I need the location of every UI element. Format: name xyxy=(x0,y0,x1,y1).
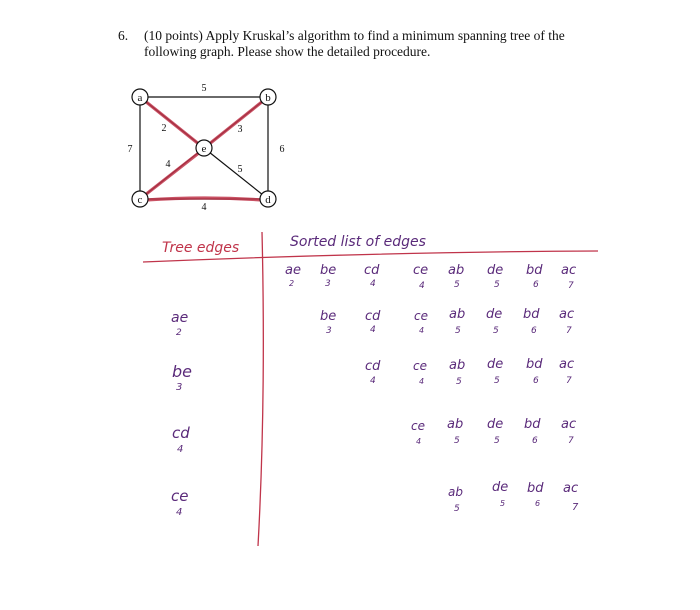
svg-text:4: 4 xyxy=(370,325,376,335)
edge-de xyxy=(204,148,268,199)
svg-text:be: be xyxy=(320,263,337,278)
svg-text:ab: ab xyxy=(448,263,465,278)
svg-text:bd: bd xyxy=(523,307,540,322)
table-divider-vertical xyxy=(258,232,263,546)
weight-de: 5 xyxy=(237,164,243,175)
svg-text:5: 5 xyxy=(494,376,500,386)
svg-text:ce: ce xyxy=(411,419,425,433)
svg-text:5: 5 xyxy=(493,326,499,336)
svg-text:de: de xyxy=(486,307,503,322)
tree-edge-item xyxy=(172,424,190,455)
svg-text:c: c xyxy=(137,194,143,206)
sorted-edge xyxy=(447,417,463,446)
svg-text:4: 4 xyxy=(177,444,184,455)
tree-edge-item xyxy=(171,310,188,338)
svg-text:ab: ab xyxy=(449,358,466,373)
sorted-edge xyxy=(364,263,380,289)
sorted-edge xyxy=(524,417,541,446)
question-number: 6. xyxy=(118,28,129,43)
question-line-2: following graph. Please show the detailed procedure. xyxy=(144,44,431,59)
sorted-edge xyxy=(448,263,464,290)
svg-text:7: 7 xyxy=(568,436,574,446)
vertex-b xyxy=(260,89,276,105)
svg-text:6: 6 xyxy=(533,280,539,290)
sorted-edge xyxy=(527,481,544,508)
sorted-edge xyxy=(563,481,579,513)
svg-text:be: be xyxy=(172,362,192,381)
sorted-edge xyxy=(448,485,463,514)
sorted-edge xyxy=(320,309,336,336)
vertex-a xyxy=(132,89,148,105)
sorted-edge xyxy=(561,263,576,291)
svg-text:7: 7 xyxy=(572,502,579,513)
weight-ab: 5 xyxy=(201,83,207,94)
svg-text:2: 2 xyxy=(176,328,182,338)
svg-text:cd: cd xyxy=(365,309,381,324)
svg-text:de: de xyxy=(487,417,504,432)
svg-text:4: 4 xyxy=(419,377,425,386)
mst-edge-be xyxy=(208,101,263,145)
sorted-edge xyxy=(449,358,465,387)
svg-text:3: 3 xyxy=(325,279,331,289)
svg-text:5: 5 xyxy=(455,326,461,336)
svg-text:4: 4 xyxy=(416,437,422,446)
svg-text:cd: cd xyxy=(365,359,381,374)
svg-text:a: a xyxy=(137,92,143,104)
svg-text:6: 6 xyxy=(531,326,537,336)
tree-edge-item xyxy=(172,362,192,393)
weight-ae: 2 xyxy=(161,123,167,134)
svg-text:7: 7 xyxy=(566,326,572,336)
svg-text:be: be xyxy=(320,309,337,324)
weight-be: 3 xyxy=(237,124,243,135)
svg-text:ab: ab xyxy=(447,417,464,432)
svg-text:5: 5 xyxy=(494,280,500,290)
svg-text:6: 6 xyxy=(532,436,538,446)
weight-cd: 4 xyxy=(201,202,207,213)
tree-edges-column xyxy=(171,310,192,518)
vertex-c xyxy=(132,191,148,207)
svg-text:ce: ce xyxy=(413,263,429,278)
svg-text:bd: bd xyxy=(527,481,544,496)
sorted-edge xyxy=(561,417,576,446)
svg-text:de: de xyxy=(492,480,509,495)
sorted-edge xyxy=(492,480,508,508)
weight-ce: 4 xyxy=(165,159,171,170)
vertex-e xyxy=(196,140,212,156)
svg-text:ac: ac xyxy=(561,417,577,432)
svg-text:ae: ae xyxy=(285,263,301,278)
svg-text:4: 4 xyxy=(419,326,425,335)
svg-text:4: 4 xyxy=(370,376,376,386)
svg-text:cd: cd xyxy=(364,263,380,278)
sorted-edge xyxy=(487,417,503,446)
sorted-edge xyxy=(414,309,428,335)
svg-text:bd: bd xyxy=(524,417,541,432)
sorted-edge xyxy=(365,309,381,335)
sorted-row-2 xyxy=(320,307,574,336)
svg-text:e: e xyxy=(201,143,207,155)
sorted-list-header: Sorted list of edges xyxy=(290,234,426,250)
svg-text:6: 6 xyxy=(533,376,539,386)
mst-edge-cd xyxy=(146,198,262,200)
sorted-row-5 xyxy=(448,480,579,514)
svg-text:5: 5 xyxy=(456,377,462,387)
sorted-row-4 xyxy=(411,417,576,446)
svg-text:ac: ac xyxy=(561,263,577,278)
svg-text:5: 5 xyxy=(494,436,500,446)
svg-text:ac: ac xyxy=(559,307,575,322)
tree-edge-item xyxy=(171,487,188,518)
svg-text:5: 5 xyxy=(454,436,460,446)
tree-edges-header: Tree edges xyxy=(162,240,240,256)
svg-text:7: 7 xyxy=(568,281,574,291)
sorted-edge xyxy=(413,359,427,386)
svg-text:3: 3 xyxy=(176,382,183,393)
sorted-edge xyxy=(487,263,503,290)
svg-text:ae: ae xyxy=(171,310,189,326)
svg-text:cd: cd xyxy=(172,424,190,442)
svg-text:ab: ab xyxy=(448,485,463,499)
svg-text:4: 4 xyxy=(370,279,376,289)
svg-text:ab: ab xyxy=(449,307,466,322)
svg-text:ce: ce xyxy=(171,487,189,505)
svg-text:de: de xyxy=(487,263,504,278)
svg-text:5: 5 xyxy=(454,280,460,290)
sorted-edge xyxy=(486,307,502,336)
svg-text:bd: bd xyxy=(526,263,543,278)
svg-text:3: 3 xyxy=(326,326,332,336)
sorted-edge xyxy=(413,263,428,291)
sorted-edge xyxy=(449,307,465,336)
sorted-row-3 xyxy=(365,357,574,387)
svg-text:d: d xyxy=(265,194,271,206)
svg-text:ac: ac xyxy=(559,357,575,372)
sorted-edge xyxy=(285,263,301,288)
sorted-edge xyxy=(559,357,574,386)
sorted-edge xyxy=(365,359,381,386)
svg-text:6: 6 xyxy=(535,499,541,508)
svg-text:4: 4 xyxy=(176,507,183,518)
sorted-row-1 xyxy=(285,263,576,291)
sorted-edge xyxy=(320,263,336,289)
weight-bd: 6 xyxy=(279,144,285,155)
svg-text:de: de xyxy=(487,357,504,372)
svg-text:5: 5 xyxy=(500,499,506,508)
svg-text:bd: bd xyxy=(526,357,543,372)
sorted-edge xyxy=(487,357,503,386)
sorted-edge xyxy=(526,263,543,290)
weight-ac: 7 xyxy=(127,144,133,155)
svg-text:5: 5 xyxy=(454,504,460,514)
sorted-edge xyxy=(526,357,543,386)
mst-edge-ae xyxy=(145,101,200,145)
svg-text:ce: ce xyxy=(414,309,428,323)
sorted-edge xyxy=(523,307,540,336)
svg-text:ac: ac xyxy=(563,481,579,496)
svg-text:2: 2 xyxy=(289,279,295,288)
sorted-edge xyxy=(411,419,425,446)
vertex-d xyxy=(260,191,276,207)
svg-text:4: 4 xyxy=(419,281,425,291)
svg-text:7: 7 xyxy=(566,376,572,386)
mst-edge-ce xyxy=(145,152,200,195)
sorted-edge xyxy=(559,307,574,336)
svg-text:b: b xyxy=(265,92,271,104)
svg-text:ce: ce xyxy=(413,359,427,373)
question-line-1: (10 points) Apply Kruskal’s algorithm to find a minimum spanning tree of the xyxy=(144,28,565,43)
